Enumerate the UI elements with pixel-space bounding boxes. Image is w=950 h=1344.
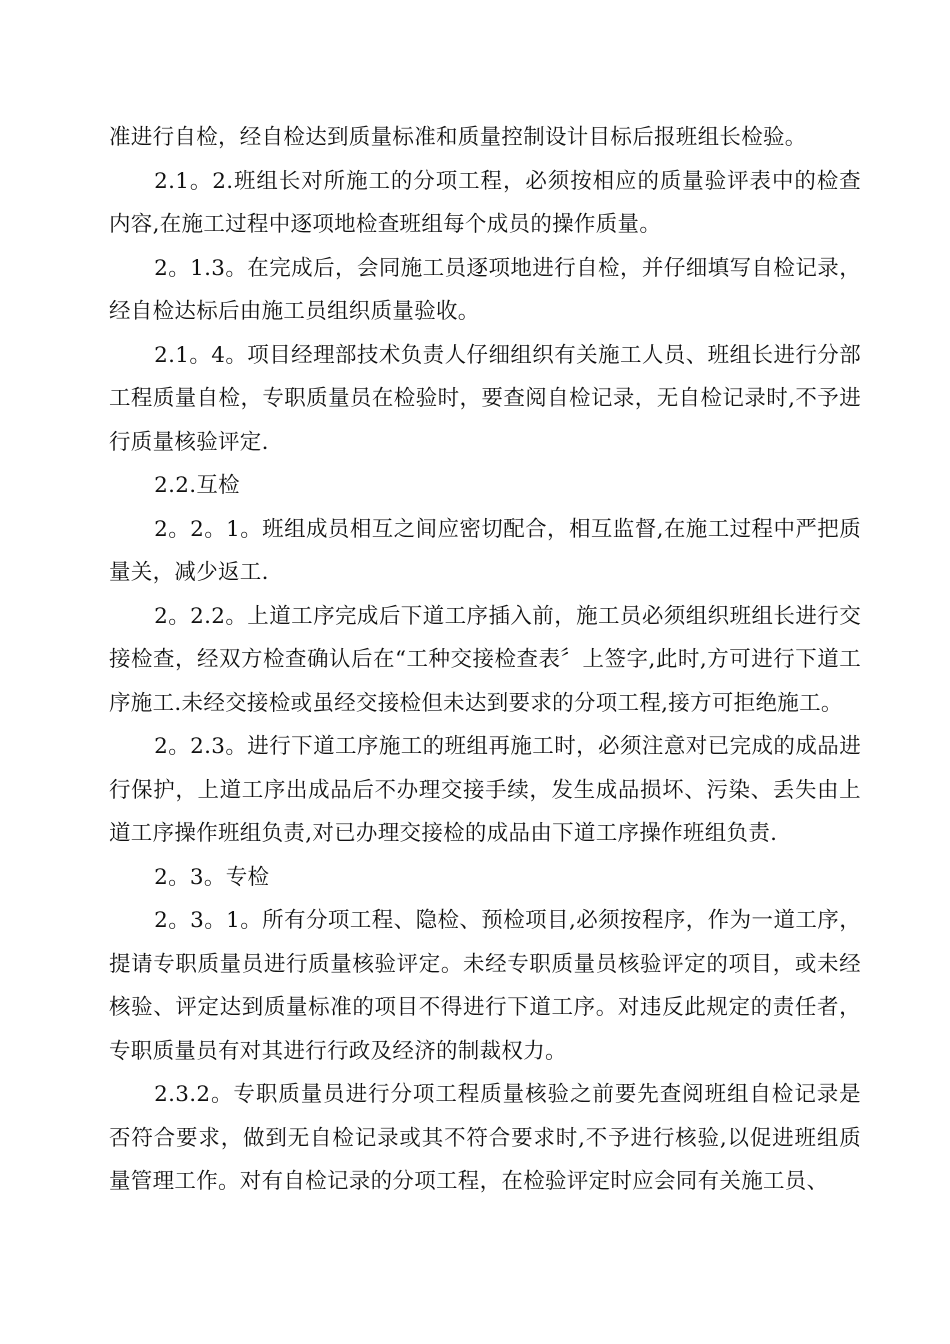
paragraph-continuation: 准进行自检，经自检达到质量标准和质量控制设计目标后报班组长检验。 (109, 125, 807, 150)
paragraph-2-2-2: 2。2.2。上道工序完成后下道工序插入前，施工员必须组织班组长进行交接检查，经双方检查确认后在“工种交接检查表〞上签字,此时,方可进行下道工序施工.未经交接检或虽经交接检但未达到要求的分项工程,接方可拒绝施工。 (109, 603, 861, 716)
paragraph-2-3-2: 2.3.2。专职质量员进行分项工程质量核验之前要先查阅班组自检记录是否符合要求，做到无自检记录或其不符合要求时,不予进行核验,以促进班组质量管理工作。对有自检记录的分项工程，在检验评定时应会同有关施工员、 (109, 1082, 861, 1194)
section-heading-mutual-check: 2.2.互检 (154, 473, 240, 498)
paragraph-2-1-4: 2.1。4。项目经理部技术负责人仔细组织有关施工人员、班组长进行分部工程质量自检，专职质量员在检验时，要查阅自检记录，无自检记录时,不予进行质量核验评定. (109, 342, 861, 455)
section-heading-special-check: 2。3。专检 (154, 864, 270, 890)
paragraph-2-1-3: 2。1.3。在完成后，会同施工员逐项地进行自检，并仔细填写自检记录，经自检达标后由施工员组织质量验收。 (109, 255, 861, 324)
paragraph-2-2-3: 2。2.3。进行下道工序施工的班组再施工时，必须注意对已完成的成品进行保护，上道工序出成品后不办理交接手续，发生成品损坏、污染、丢失由上道工序操作班组负责,对已办理交接检的成品由下道工序操作班组负责. (109, 734, 861, 846)
paragraph-2-1-2: 2.1。2.班组长对所施工的分项工程，必须按相应的质量验评表中的检查内容,在施工过程中逐项地检查班组每个成员的操作质量。 (109, 168, 861, 237)
paragraph-2-2-1: 2。2。1。班组成员相互之间应密切配合，相互监督,在施工过程中严把质量关，减少返工. (109, 516, 861, 585)
paragraph-2-3-1: 2。3。1。所有分项工程、隐检、预检项目,必须按程序，作为一道工序，提请专职质量员进行质量核验评定。未经专职质量员核验评定的项目，或未经核验、评定达到质量标准的项目不得进行下道工序。对违反此规定的责任者，专职质量员有对其进行行政及经济的制裁权力。 (109, 908, 861, 1064)
document-body (109, 116, 861, 1204)
